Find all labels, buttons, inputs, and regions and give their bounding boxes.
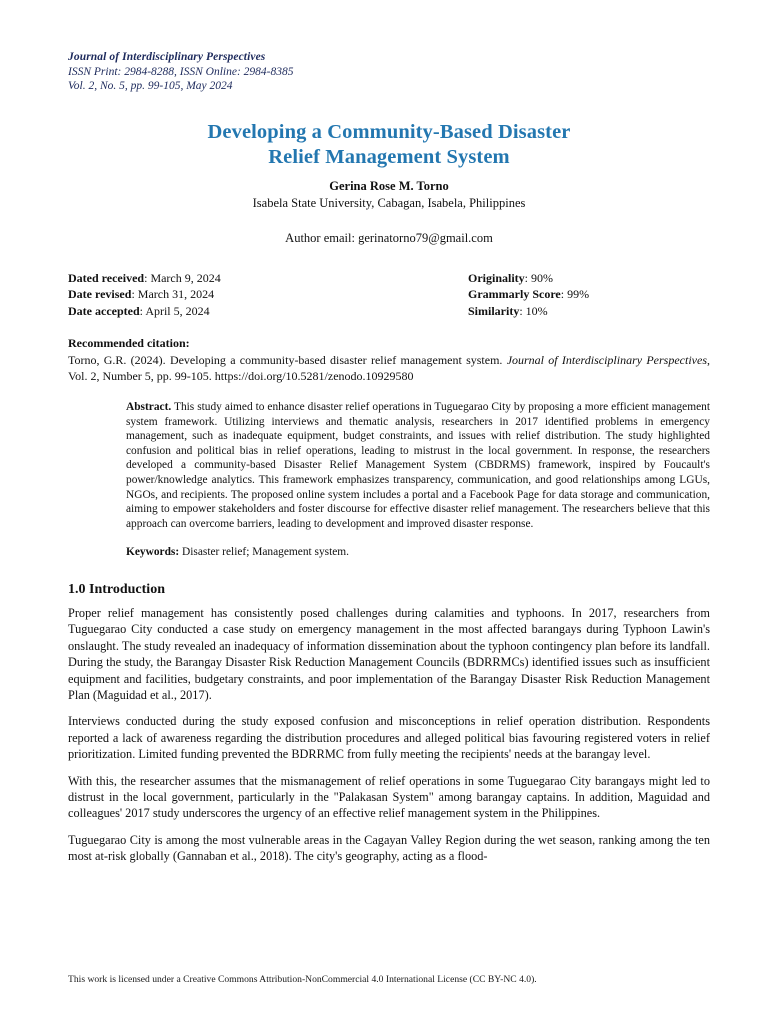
metadata-label: Date accepted <box>68 303 140 318</box>
author-affiliation: Isabela State University, Cabagan, Isabela, Philippines <box>252 195 526 210</box>
journal-issn: ISSN Print: 2984-8288, ISSN Online: 2984-8385 <box>68 65 294 78</box>
citation-label: Recommended citation: <box>68 336 190 350</box>
journal-masthead <box>68 50 710 94</box>
introduction-paragraph: Proper relief management has consistently posed challenges during calamities and typhoons. In 2017, researchers from Tuguegarao City conducted a case study on emergency management in the most affected barangays during Typhoon Lawin's onslaught. The study revealed an inadequacy of information dissemination about the typhoon contingency plan before its landfall. During the study, the Barangay Disaster Risk Reduction Management Councils (BDRRMCs) identified issues such as insufficient equipment and facilities, budgetary constraints, and poor implementation of the Barangay Disaster Risk Reduction Management Plan (Maguidad et al., 2017). <box>68 605 710 702</box>
metadata-row <box>68 286 468 303</box>
citation-journal-name: Journal of Interdisciplinary Perspectives <box>506 353 707 367</box>
metadata-value: 10% <box>525 303 548 318</box>
title-block <box>68 120 710 246</box>
metadata-separator: : <box>131 287 138 301</box>
abstract-section <box>126 400 710 531</box>
author-name: Gerina Rose M. Torno <box>329 178 449 193</box>
author-email: Author email: gerinatorno79@gmail.com <box>285 230 493 245</box>
abstract-label: Abstract. <box>126 401 172 413</box>
metadata-row <box>468 286 710 303</box>
metadata-row <box>468 303 710 320</box>
metadata-row <box>68 303 468 320</box>
metadata-label: Originality <box>468 270 525 285</box>
introduction-paragraph: Interviews conducted during the study exposed confusion and misconceptions in relief operation distribution. Respondents reported a lack of awareness regarding the distribution procedures and alleged political bias favouring registered voters in relief prioritization. Limited funding prevented the BDRRMC from fully meeting the recipients' needs at the barangay level. <box>68 714 710 762</box>
title-line-1: Developing a Community-Based Disaster <box>207 120 571 143</box>
page-title <box>68 120 710 170</box>
license-footer <box>68 973 710 986</box>
license-text: This work is licensed under a Creative Commons Attribution-NonCommercial 4.0 International License (CC BY-NC 4.0). <box>68 974 537 985</box>
metadata-separator: : <box>139 303 146 318</box>
metadata-value: 90% <box>531 270 554 285</box>
metadata-row <box>68 270 468 287</box>
metadata-label: Date revised <box>68 287 132 301</box>
recommended-citation <box>68 335 710 384</box>
metadata-value: March 31, 2024 <box>137 287 215 301</box>
metadata-dates-column <box>68 270 468 320</box>
introduction-paragraph: With this, the researcher assumes that the mismanagement of relief operations in some Tuguegarao City barangays might led to distrust in the local government, particularly in the "Palakasan System" among barangay captains. In addition, Maguidad and colleagues' 2017 study underscores the urgency of an effective relief management system in the Philippines. <box>68 773 710 821</box>
metadata-label: Dated received <box>68 270 145 285</box>
keywords-label: Keywords: <box>126 546 180 559</box>
metadata-label: Grammarly Score <box>468 287 561 301</box>
citation-text-before: Torno, G.R. (2024). Developing a community-based disaster relief management system. <box>68 353 507 367</box>
metadata-separator: : <box>560 287 568 301</box>
journal-name: Journal of Interdisciplinary Perspectives <box>68 51 266 63</box>
metadata-separator: : <box>524 270 532 285</box>
metadata-scores-column <box>468 270 710 320</box>
metadata-separator: : <box>144 270 151 285</box>
journal-volume-info: Vol. 2, No. 5, pp. 99-105, May 2024 <box>68 80 233 92</box>
paper-metadata <box>68 270 710 320</box>
metadata-value: March 9, 2024 <box>150 270 221 285</box>
abstract-body: This study aimed to enhance disaster relief operations in Tuguegarao City by proposing a more efficient management system framework. Utilizing interviews and thematic analysis, researchers in 2017 identified problems in emergency management, such as inadequate equipment, budget constraints, and issues with relief distribution. The study highlighted confusion and political bias in relief operations, leading to mistrust in the local government. In response, the researchers developed a community-based Disaster Relief Management System (CBDRMS) framework, inspired by Foucault's power/knowledge analytics. This framework emphasizes transparency, communication, and good relationships among LGUs, NGOs, and recipients. The proposed online system includes a portal and a Facebook Page for data storage and communication, aiming to empower stakeholders and foster discourse for effective disaster relief management. The researchers believe that this approach can overcome barriers, leading to development and improved disaster response. <box>126 401 710 530</box>
keywords-section <box>126 545 710 560</box>
metadata-label: Similarity <box>468 303 520 318</box>
metadata-row <box>468 270 710 287</box>
metadata-value: 99% <box>567 287 590 301</box>
metadata-value: April 5, 2024 <box>145 303 210 318</box>
section-heading-introduction: 1.0 Introduction <box>68 581 165 597</box>
metadata-separator: : <box>519 303 526 318</box>
keywords-body: Disaster relief; Management system. <box>179 546 350 559</box>
introduction-paragraph: Tuguegarao City is among the most vulnerable areas in the Cagayan Valley Region during the wet season, ranking among the ten most at-risk globally (Gannaban et al., 2018). The city's geography, acting as a flood- <box>68 832 710 864</box>
citation-text-after: , Vol. 2, Number 5, pp. 99-105. https://doi.org/10.5281/zenodo.10929580 <box>68 353 710 383</box>
title-line-2: Relief Management System <box>268 145 510 168</box>
